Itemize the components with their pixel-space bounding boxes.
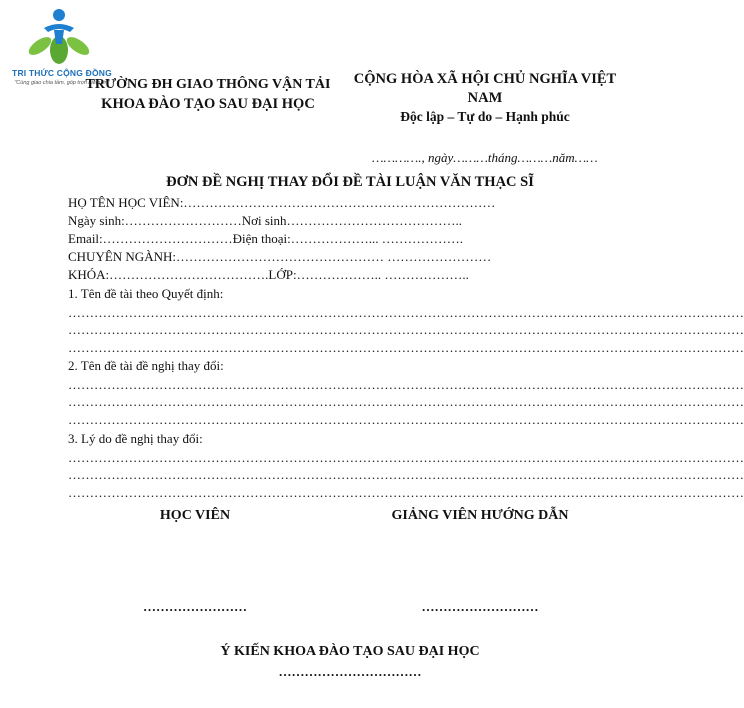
advisor-signature-dots: ……………………… bbox=[421, 599, 539, 614]
school-name: TRƯỜNG ĐH GIAO THÔNG VẬN TẢI bbox=[85, 77, 331, 92]
logo-graphic-icon bbox=[26, 6, 92, 66]
student-signature-label: HỌC VIÊN bbox=[159, 508, 231, 523]
dotted-line: ………………………………………………………………………………………………………………………………………… bbox=[68, 377, 744, 392]
dotted-line: ………………………………………………………………………………………………………………………………………… bbox=[68, 467, 744, 482]
dotted-line: ………………………………………………………………………………………………………………………………………… bbox=[68, 340, 744, 355]
faculty-opinion-dots: …………………………… bbox=[278, 664, 422, 679]
dotted-line: ………………………………………………………………………………………………………………………………………… bbox=[68, 394, 744, 409]
dotted-line: ………………………………………………………………………………………………………………………………………… bbox=[68, 412, 744, 427]
dob-field: Ngày sinh:………………………Nơi sinh………………………………….. bbox=[68, 213, 462, 228]
section-1-label: 1. Tên đề tài theo Quyết định: bbox=[68, 286, 224, 301]
faculty-name: KHOA ĐÀO TẠO SAU ĐẠI HỌC bbox=[101, 96, 315, 112]
dotted-line: ………………………………………………………………………………………………………………………………………… bbox=[68, 485, 744, 500]
student-signature-dots: …………………… bbox=[143, 599, 247, 614]
course-field: KHÓA:……………………………….LỚP:……………….. ……………….. bbox=[68, 267, 469, 282]
country-name-line2: NAM bbox=[467, 90, 503, 106]
form-title: ĐƠN ĐỀ NGHỊ THAY ĐỔI ĐỀ TÀI LUẬN VĂN THẠC SĨ bbox=[166, 174, 534, 190]
student-name-field: HỌ TÊN HỌC VIÊN:……………………………………………………………… bbox=[68, 195, 496, 210]
country-name-line1: CỘNG HÒA XÃ HỘI CHỦ NGHĨA VIỆT bbox=[353, 71, 617, 87]
dotted-line: ………………………………………………………………………………………………………………………………………… bbox=[68, 450, 744, 465]
logo bbox=[4, 6, 116, 88]
dotted-line: ………………………………………………………………………………………………………………………………………… bbox=[68, 322, 744, 337]
logo-slogan: "Cùng giao chia tầm, góp trọn niềm tin" bbox=[14, 80, 110, 86]
advisor-signature-label: GIẢNG VIÊN HƯỚNG DẪN bbox=[391, 508, 569, 523]
major-field: CHUYÊN NGÀNH:………………………………………… …………………… bbox=[68, 249, 492, 264]
email-field: Email:…………………………Điện thoại:………………... ………………. bbox=[68, 231, 464, 246]
motto: Độc lập – Tự do – Hạnh phúc bbox=[400, 109, 570, 124]
faculty-opinion-title: Ý KIẾN KHOA ĐÀO TẠO SAU ĐẠI HỌC bbox=[220, 644, 480, 659]
dotted-line: ………………………………………………………………………………………………………………………………………… bbox=[68, 305, 744, 320]
date-line: …………., ngày………tháng………năm…… bbox=[372, 150, 598, 165]
section-3-label: 3. Lý do đề nghị thay đổi: bbox=[68, 431, 203, 446]
logo-brand: TRI THỨC CỘNG ĐỒNG bbox=[12, 68, 112, 78]
section-2-label: 2. Tên đề tài đề nghị thay đổi: bbox=[68, 358, 224, 373]
